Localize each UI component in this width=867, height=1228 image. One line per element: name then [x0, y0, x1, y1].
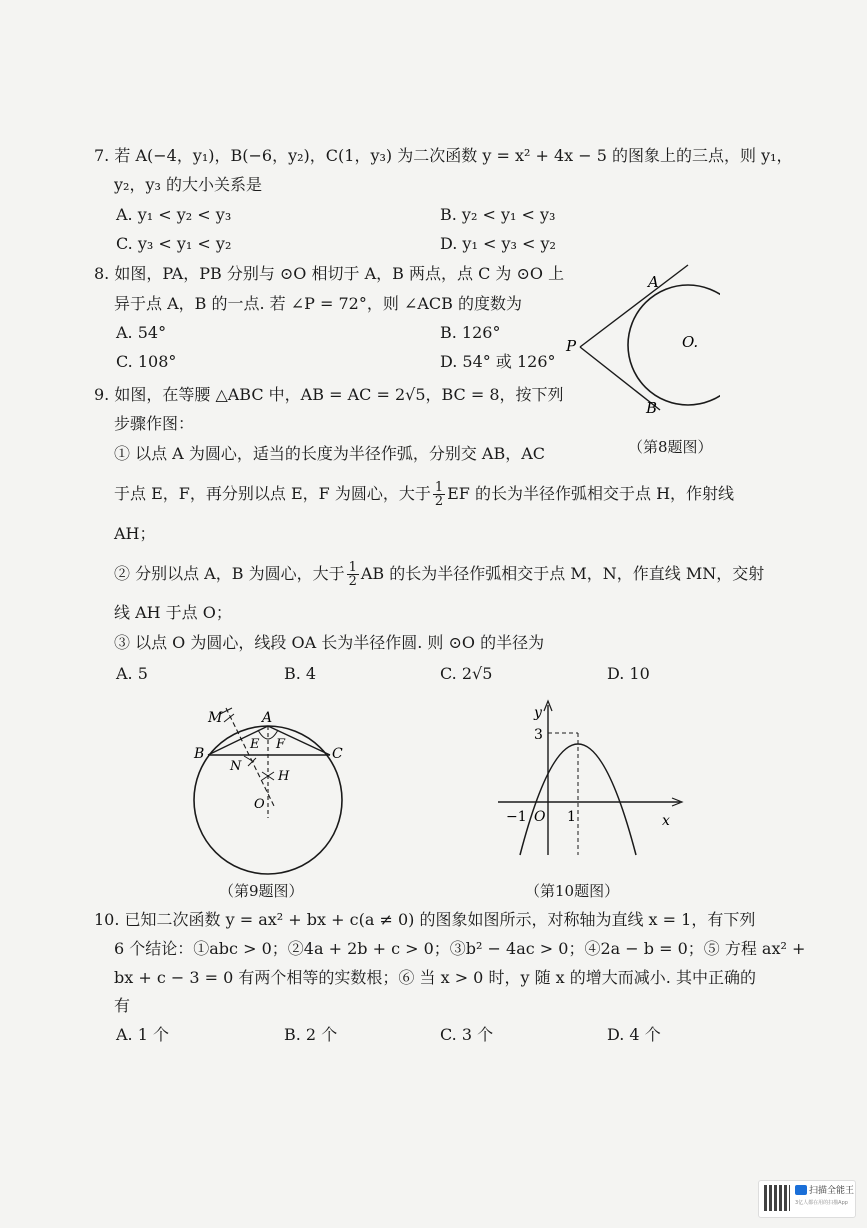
fraction-one-half: [433, 481, 445, 508]
scanner-badge: [758, 1180, 856, 1218]
q9-step2-line1: [114, 561, 764, 588]
label-x: x: [662, 813, 670, 829]
figure-10-caption: （第10题图）: [525, 882, 620, 900]
q8-option-c: C. 108°: [116, 352, 177, 371]
q8-option-d: D. 54° 或 126°: [440, 352, 556, 371]
q8-option-a: A. 54°: [116, 323, 167, 342]
q10-line4: 有: [114, 996, 131, 1015]
label-y: y: [534, 705, 542, 721]
figure-9-caption: （第9题图）: [219, 882, 304, 900]
q10-option-a: A. 1 个: [116, 1025, 169, 1044]
scanner-logo-icon: [795, 1185, 807, 1195]
q9-step3: ③ 以点 O 为圆心，线段 OA 长为半径作圆. 则 ⊙O 的半径为: [114, 633, 545, 652]
arc-mark-n: [244, 756, 256, 766]
label-h: H: [278, 769, 290, 784]
tangent-pa: [580, 265, 688, 347]
label-o: O: [534, 809, 546, 825]
circle-o: [628, 285, 720, 405]
q8-option-b: B. 126°: [440, 323, 501, 342]
label-neg1: −1: [506, 809, 527, 825]
badge-title: 扫描全能王: [809, 1186, 855, 1196]
figure-8: [560, 255, 720, 445]
q7-option-c: C. y₃ < y₁ < y₂: [116, 234, 232, 253]
label-1: 1: [567, 809, 576, 825]
q9-step1-line1: ① 以点 A 为圆心，适当的长度为半径作弧，分别交 AB，AC: [114, 444, 546, 463]
fraction-numerator: 1: [348, 560, 357, 575]
q9-option-a: A. 5: [116, 664, 148, 683]
figure-10: [490, 695, 690, 865]
label-m: M: [208, 710, 223, 726]
q10-line1: 10. 已知二次函数 y = ax² + bx + c(a ≠ 0) 的图象如图所示，对称轴为直线 x = 1，有下列: [94, 910, 756, 929]
q7-option-a: A. y₁ < y₂ < y₃: [116, 205, 232, 224]
q9-step1-line3: AH；: [114, 524, 156, 543]
q9-step1-text-after: EF 的长为半径作弧相交于点 H，作射线: [447, 484, 735, 503]
q8-line1: 8. 如图，PA，PB 分别与 ⊙O 相切于 A，B 两点，点 C 为 ⊙O 上: [94, 264, 565, 283]
q9-option-b: B. 4: [284, 664, 317, 683]
q7-line1: 7. 若 A(−4，y₁)，B(−6，y₂)，C(1，y₃) 为二次函数 y = x² + 4x − 5 的图象上的三点，则 y₁，: [94, 146, 793, 165]
badge-subtitle: 3亿人都在用的扫描App: [795, 1200, 848, 1206]
label-c: C: [332, 746, 343, 762]
q10-option-b: B. 2 个: [284, 1025, 338, 1044]
q7-line2: y₂，y₃ 的大小关系是: [114, 175, 262, 194]
label-e: E: [250, 737, 260, 752]
label-n: N: [230, 759, 242, 774]
q10-option-c: C. 3 个: [440, 1025, 494, 1044]
label-o: O: [254, 797, 265, 812]
label-o: O.: [682, 333, 699, 351]
label-f: F: [276, 737, 286, 752]
q9-step2-text-before: ② 分别以点 A，B 为圆心，大于: [114, 564, 345, 583]
label-3: 3: [534, 727, 543, 743]
label-b: B: [194, 746, 205, 762]
qr-code-icon: [764, 1185, 790, 1211]
q10-option-d: D. 4 个: [607, 1025, 661, 1044]
q8-line2: 异于点 A，B 的一点. 若 ∠P = 72°，则 ∠ACB 的度数为: [114, 294, 522, 313]
q9-line2: 步骤作图：: [114, 414, 195, 433]
q7-option-d: D. y₁ < y₃ < y₂: [440, 234, 556, 253]
q7-option-b: B. y₂ < y₁ < y₃: [440, 205, 556, 224]
q10-line3: bx + c − 3 = 0 有两个相等的实数根；⑥ 当 x > 0 时，y 随 x 的增大而减小. 其中正确的: [114, 968, 756, 987]
fraction-denominator: 2: [434, 494, 444, 509]
q9-step2-text-after: AB 的长为半径作弧相交于点 M，N，作直线 MN，交射: [360, 564, 765, 583]
q10-line2: 6 个结论：①abc > 0；②4a + 2b + c > 0；③b² − 4ac > 0；④2a − b = 0；⑤ 方程 ax² +: [114, 939, 806, 958]
label-a: A: [262, 710, 273, 726]
q9-option-d: D. 10: [607, 664, 650, 683]
q9-step2-line2: 线 AH 于点 O；: [114, 603, 232, 622]
fraction-one-half: [347, 561, 359, 588]
fraction-denominator: 2: [348, 574, 357, 589]
q9-option-c: C. 2√5: [440, 664, 493, 683]
label-p: P: [566, 337, 577, 355]
figure-8-caption: （第8题图）: [628, 438, 713, 456]
q9-step1-line2: [114, 481, 734, 508]
figure-9: [190, 700, 360, 880]
fraction-numerator: 1: [434, 480, 444, 495]
label-b: B: [646, 399, 658, 417]
q9-step1-text-before: 于点 E，F，再分别以点 E，F 为圆心，大于: [114, 484, 431, 503]
label-a: A: [648, 273, 659, 291]
q9-line1: 9. 如图，在等腰 △ABC 中，AB = AC = 2√5，BC = 8，按下列: [94, 385, 564, 404]
